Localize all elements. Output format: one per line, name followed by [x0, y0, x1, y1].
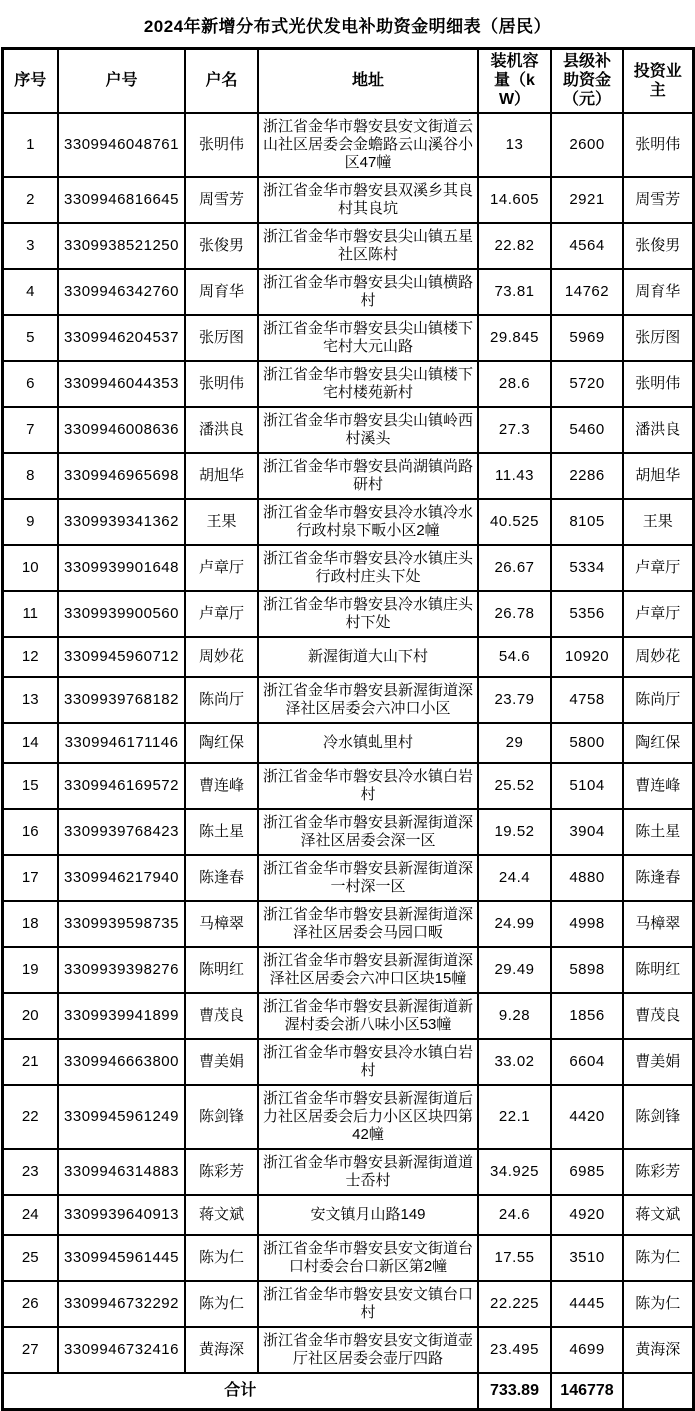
- table-row: [2, 1149, 693, 1195]
- capacity-cell: 22.1: [478, 1085, 551, 1149]
- owner-cell: 周妙花: [623, 637, 693, 677]
- capacity-cell: 24.6: [478, 1195, 551, 1235]
- col-header-owner: 投资业主: [623, 49, 693, 113]
- seq-cell: 7: [2, 407, 58, 453]
- seq-cell: 26: [2, 1281, 58, 1327]
- account-cell: 3309946044353: [58, 361, 185, 407]
- capacity-cell: 29: [478, 723, 551, 763]
- owner-cell: 陶红保: [623, 723, 693, 763]
- table-row: [2, 1327, 693, 1373]
- capacity-cell: 23.79: [478, 677, 551, 723]
- capacity-cell: 19.52: [478, 809, 551, 855]
- name-cell: 马樟翠: [185, 901, 258, 947]
- table-row: [2, 499, 693, 545]
- capacity-cell: 26.67: [478, 545, 551, 591]
- subsidy-table: [1, 47, 695, 1411]
- owner-cell: 陈逢春: [623, 855, 693, 901]
- subsidy-cell: 5969: [551, 315, 623, 361]
- name-cell: 潘洪良: [185, 407, 258, 453]
- name-cell: 胡旭华: [185, 453, 258, 499]
- table-row: [2, 223, 693, 269]
- owner-cell: 张厉图: [623, 315, 693, 361]
- address-cell: 浙江省金华市磐安县安文街道壶厅社区居委会壶厅四路: [258, 1327, 478, 1373]
- table-row: [2, 763, 693, 809]
- subsidy-cell: 2921: [551, 177, 623, 223]
- capacity-cell: 25.52: [478, 763, 551, 809]
- capacity-cell: 11.43: [478, 453, 551, 499]
- address-cell: 浙江省金华市磐安县新渥街道深泽社区居委会六冲口小区: [258, 677, 478, 723]
- address-cell: 浙江省金华市磐安县冷水镇庄头行政村庄头下处: [258, 545, 478, 591]
- account-cell: 3309945961445: [58, 1235, 185, 1281]
- capacity-cell: 23.495: [478, 1327, 551, 1373]
- capacity-cell: 29.49: [478, 947, 551, 993]
- table-row: [2, 1039, 693, 1085]
- subsidy-cell: 4564: [551, 223, 623, 269]
- owner-cell: 陈为仁: [623, 1235, 693, 1281]
- table-row: [2, 637, 693, 677]
- address-cell: 新渥街道大山下村: [258, 637, 478, 677]
- address-cell: 浙江省金华市磐安县新渥街道道士岙村: [258, 1149, 478, 1195]
- subsidy-cell: 4880: [551, 855, 623, 901]
- table-row: [2, 315, 693, 361]
- header-row: [2, 49, 693, 113]
- subsidy-cell: 2600: [551, 113, 623, 177]
- capacity-cell: 54.6: [478, 637, 551, 677]
- name-cell: 陈土星: [185, 809, 258, 855]
- owner-cell: 陈土星: [623, 809, 693, 855]
- seq-cell: 10: [2, 545, 58, 591]
- account-cell: 3309939640913: [58, 1195, 185, 1235]
- name-cell: 卢章厅: [185, 591, 258, 637]
- name-cell: 陈明红: [185, 947, 258, 993]
- name-cell: 曹美娟: [185, 1039, 258, 1085]
- subsidy-cell: 5460: [551, 407, 623, 453]
- address-cell: 浙江省金华市磐安县尖山镇楼下宅村大元山路: [258, 315, 478, 361]
- address-cell: 浙江省金华市磐安县尖山镇岭西村溪头: [258, 407, 478, 453]
- owner-cell: 曹连峰: [623, 763, 693, 809]
- seq-cell: 6: [2, 361, 58, 407]
- address-cell: 浙江省金华市磐安县新渥街道深泽社区居委会深一区: [258, 809, 478, 855]
- capacity-cell: 17.55: [478, 1235, 551, 1281]
- subsidy-cell: 10920: [551, 637, 623, 677]
- address-cell: 浙江省金华市磐安县新渥街道深泽社区居委会六冲口区块15幢: [258, 947, 478, 993]
- name-cell: 陶红保: [185, 723, 258, 763]
- capacity-cell: 14.605: [478, 177, 551, 223]
- account-cell: 3309946732292: [58, 1281, 185, 1327]
- address-cell: 浙江省金华市磐安县安文镇台口村: [258, 1281, 478, 1327]
- owner-cell: 马樟翠: [623, 901, 693, 947]
- seq-cell: 20: [2, 993, 58, 1039]
- name-cell: 黄海深: [185, 1327, 258, 1373]
- capacity-cell: 22.225: [478, 1281, 551, 1327]
- address-cell: 浙江省金华市磐安县尚湖镇尚路研村: [258, 453, 478, 499]
- seq-cell: 13: [2, 677, 58, 723]
- capacity-cell: 27.3: [478, 407, 551, 453]
- account-cell: 3309939900560: [58, 591, 185, 637]
- seq-cell: 3: [2, 223, 58, 269]
- capacity-cell: 73.81: [478, 269, 551, 315]
- table-row: [2, 1281, 693, 1327]
- page-title: 2024年新增分布式光伏发电补助资金明细表（居民）: [143, 17, 552, 36]
- seq-cell: 2: [2, 177, 58, 223]
- table-row: [2, 269, 693, 315]
- table-row: [2, 545, 693, 591]
- name-cell: 陈为仁: [185, 1235, 258, 1281]
- subsidy-cell: 6985: [551, 1149, 623, 1195]
- account-cell: 3309946048761: [58, 113, 185, 177]
- name-cell: 周妙花: [185, 637, 258, 677]
- subsidy-cell: 5104: [551, 763, 623, 809]
- subsidy-cell: 5356: [551, 591, 623, 637]
- address-cell: 浙江省金华市磐安县新渥街道深一村深一区: [258, 855, 478, 901]
- subsidy-cell: 5800: [551, 723, 623, 763]
- account-cell: 3309939398276: [58, 947, 185, 993]
- total-subsidy: 146778: [551, 1373, 623, 1410]
- owner-cell: 卢章厅: [623, 591, 693, 637]
- subsidy-cell: 4920: [551, 1195, 623, 1235]
- table-row: [2, 591, 693, 637]
- owner-cell: 张俊男: [623, 223, 693, 269]
- owner-cell: 陈尚厅: [623, 677, 693, 723]
- name-cell: 陈彩芳: [185, 1149, 258, 1195]
- account-cell: 3309946816645: [58, 177, 185, 223]
- subsidy-cell: 5898: [551, 947, 623, 993]
- col-header-capacity: 装机容量（kW）: [478, 49, 551, 113]
- subsidy-cell: 1856: [551, 993, 623, 1039]
- owner-cell: 王果: [623, 499, 693, 545]
- account-cell: 3309939768182: [58, 677, 185, 723]
- subsidy-cell: 5334: [551, 545, 623, 591]
- name-cell: 曹连峰: [185, 763, 258, 809]
- total-label: 合计: [2, 1373, 478, 1410]
- name-cell: 张明伟: [185, 113, 258, 177]
- owner-cell: 周育华: [623, 269, 693, 315]
- address-cell: 浙江省金华市磐安县尖山镇楼下宅村楼苑新村: [258, 361, 478, 407]
- capacity-cell: 26.78: [478, 591, 551, 637]
- account-cell: 3309946732416: [58, 1327, 185, 1373]
- account-cell: 3309946171146: [58, 723, 185, 763]
- account-cell: 3309939598735: [58, 901, 185, 947]
- table-row: [2, 361, 693, 407]
- account-cell: 3309938521250: [58, 223, 185, 269]
- address-cell: 冷水镇虬里村: [258, 723, 478, 763]
- seq-cell: 25: [2, 1235, 58, 1281]
- subsidy-cell: 4998: [551, 901, 623, 947]
- address-cell: 浙江省金华市磐安县新渥街道后力社区居委会后力小区区块四第42幢: [258, 1085, 478, 1149]
- account-cell: 3309946314883: [58, 1149, 185, 1195]
- col-header-name: 户名: [185, 49, 258, 113]
- seq-cell: 24: [2, 1195, 58, 1235]
- seq-cell: 11: [2, 591, 58, 637]
- subsidy-cell: 3510: [551, 1235, 623, 1281]
- subsidy-cell: 8105: [551, 499, 623, 545]
- seq-cell: 14: [2, 723, 58, 763]
- seq-cell: 19: [2, 947, 58, 993]
- seq-cell: 15: [2, 763, 58, 809]
- capacity-cell: 9.28: [478, 993, 551, 1039]
- seq-cell: 23: [2, 1149, 58, 1195]
- account-cell: 3309946008636: [58, 407, 185, 453]
- seq-cell: 16: [2, 809, 58, 855]
- owner-cell: 陈为仁: [623, 1281, 693, 1327]
- owner-cell: 蒋文斌: [623, 1195, 693, 1235]
- account-cell: 3309945961249: [58, 1085, 185, 1149]
- capacity-cell: 34.925: [478, 1149, 551, 1195]
- name-cell: 王果: [185, 499, 258, 545]
- owner-cell: 潘洪良: [623, 407, 693, 453]
- subsidy-cell: 2286: [551, 453, 623, 499]
- name-cell: 陈尚厅: [185, 677, 258, 723]
- seq-cell: 27: [2, 1327, 58, 1373]
- col-header-address: 地址: [258, 49, 478, 113]
- name-cell: 张明伟: [185, 361, 258, 407]
- seq-cell: 9: [2, 499, 58, 545]
- total-row: [2, 1373, 693, 1410]
- table-row: [2, 453, 693, 499]
- name-cell: 卢章厅: [185, 545, 258, 591]
- seq-cell: 4: [2, 269, 58, 315]
- name-cell: 周育华: [185, 269, 258, 315]
- table-row: [2, 407, 693, 453]
- address-cell: 浙江省金华市磐安县双溪乡其良村其良坑: [258, 177, 478, 223]
- table-row: [2, 901, 693, 947]
- owner-cell: 黄海深: [623, 1327, 693, 1373]
- capacity-cell: 24.99: [478, 901, 551, 947]
- table-row: [2, 1195, 693, 1235]
- seq-cell: 12: [2, 637, 58, 677]
- table-row: [2, 177, 693, 223]
- seq-cell: 18: [2, 901, 58, 947]
- table-row: [2, 113, 693, 177]
- table-body: [2, 113, 693, 1373]
- table-row: [2, 677, 693, 723]
- subsidy-cell: 4699: [551, 1327, 623, 1373]
- owner-cell: 陈彩芳: [623, 1149, 693, 1195]
- name-cell: 周雪芳: [185, 177, 258, 223]
- account-cell: 3309946965698: [58, 453, 185, 499]
- name-cell: 张厉图: [185, 315, 258, 361]
- name-cell: 蒋文斌: [185, 1195, 258, 1235]
- owner-cell: 胡旭华: [623, 453, 693, 499]
- seq-cell: 22: [2, 1085, 58, 1149]
- subsidy-cell: 3904: [551, 809, 623, 855]
- seq-cell: 1: [2, 113, 58, 177]
- account-cell: 3309939768423: [58, 809, 185, 855]
- subsidy-cell: 14762: [551, 269, 623, 315]
- seq-cell: 21: [2, 1039, 58, 1085]
- owner-cell: 曹茂良: [623, 993, 693, 1039]
- address-cell: 浙江省金华市磐安县尖山镇横路村: [258, 269, 478, 315]
- name-cell: 陈为仁: [185, 1281, 258, 1327]
- address-cell: 浙江省金华市磐安县安文街道云山社区居委会金蟾路云山溪谷小区47幢: [258, 113, 478, 177]
- capacity-cell: 28.6: [478, 361, 551, 407]
- seq-cell: 17: [2, 855, 58, 901]
- name-cell: 张俊男: [185, 223, 258, 269]
- owner-cell: 曹美娟: [623, 1039, 693, 1085]
- table-header: [2, 49, 693, 113]
- name-cell: 陈逢春: [185, 855, 258, 901]
- account-cell: 3309946217940: [58, 855, 185, 901]
- col-header-seq: 序号: [2, 49, 58, 113]
- owner-cell: 陈剑锋: [623, 1085, 693, 1149]
- subsidy-cell: 6604: [551, 1039, 623, 1085]
- address-cell: 浙江省金华市磐安县新渥街道新渥村委会浙八味小区53幢: [258, 993, 478, 1039]
- owner-cell: 陈明红: [623, 947, 693, 993]
- table-row: [2, 809, 693, 855]
- account-cell: 3309939341362: [58, 499, 185, 545]
- account-cell: 3309946169572: [58, 763, 185, 809]
- address-cell: 浙江省金华市磐安县新渥街道深泽社区居委会马园口畈: [258, 901, 478, 947]
- address-cell: 浙江省金华市磐安县尖山镇五星社区陈村: [258, 223, 478, 269]
- table-row: [2, 993, 693, 1039]
- address-cell: 浙江省金华市磐安县冷水镇庄头村下处: [258, 591, 478, 637]
- capacity-cell: 24.4: [478, 855, 551, 901]
- address-cell: 浙江省金华市磐安县冷水镇冷水行政村泉下畈小区2幢: [258, 499, 478, 545]
- capacity-cell: 29.845: [478, 315, 551, 361]
- table-footer: [2, 1373, 693, 1410]
- total-capacity: 733.89: [478, 1373, 551, 1410]
- table-row: [2, 1235, 693, 1281]
- subsidy-cell: 4758: [551, 677, 623, 723]
- owner-cell: 周雪芳: [623, 177, 693, 223]
- name-cell: 陈剑锋: [185, 1085, 258, 1149]
- total-owner-empty: [623, 1373, 693, 1410]
- account-cell: 3309946204537: [58, 315, 185, 361]
- capacity-cell: 40.525: [478, 499, 551, 545]
- seq-cell: 5: [2, 315, 58, 361]
- capacity-cell: 13: [478, 113, 551, 177]
- address-cell: 浙江省金华市磐安县冷水镇白岩村: [258, 763, 478, 809]
- col-header-subsidy: 县级补助资金（元）: [551, 49, 623, 113]
- owner-cell: 卢章厅: [623, 545, 693, 591]
- table-row: [2, 855, 693, 901]
- capacity-cell: 22.82: [478, 223, 551, 269]
- owner-cell: 张明伟: [623, 361, 693, 407]
- capacity-cell: 33.02: [478, 1039, 551, 1085]
- account-cell: 3309939901648: [58, 545, 185, 591]
- subsidy-cell: 5720: [551, 361, 623, 407]
- name-cell: 曹茂良: [185, 993, 258, 1039]
- account-cell: 3309939941899: [58, 993, 185, 1039]
- subsidy-cell: 4420: [551, 1085, 623, 1149]
- table-row: [2, 947, 693, 993]
- address-cell: 浙江省金华市磐安县安文街道台口村委会台口新区第2幢: [258, 1235, 478, 1281]
- account-cell: 3309946663800: [58, 1039, 185, 1085]
- table-row: [2, 723, 693, 763]
- table-row: [2, 1085, 693, 1149]
- subsidy-cell: 4445: [551, 1281, 623, 1327]
- owner-cell: 张明伟: [623, 113, 693, 177]
- account-cell: 3309945960712: [58, 637, 185, 677]
- seq-cell: 8: [2, 453, 58, 499]
- col-header-account: 户号: [58, 49, 185, 113]
- account-cell: 3309946342760: [58, 269, 185, 315]
- address-cell: 浙江省金华市磐安县冷水镇白岩村: [258, 1039, 478, 1085]
- address-cell: 安文镇月山路149: [258, 1195, 478, 1235]
